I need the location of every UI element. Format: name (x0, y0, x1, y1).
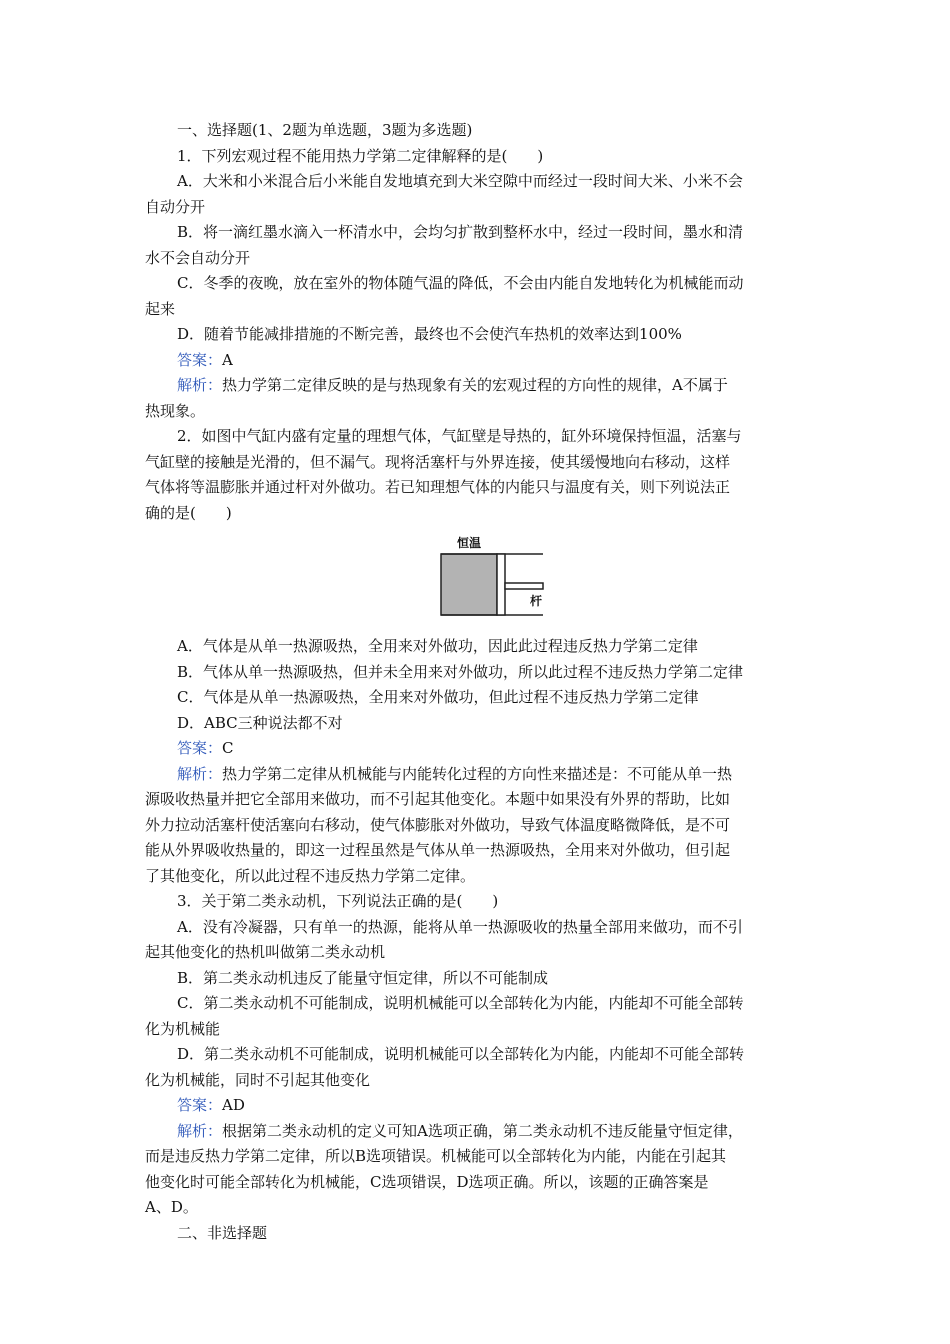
document-page (145, 118, 815, 1246)
q2-option-b: B．气体从单一热源吸热，但并未全用来对外做功，所以此过程不违反热力学第二定律 (177, 662, 744, 681)
q2-explanation: 解析：热力学第二定律从机械能与内能转化过程的方向性来描述是：不可能从单一热 (177, 764, 733, 783)
answer-label: 答案： (177, 1096, 223, 1114)
q1-explanation: 解析：热力学第二定律反映的是与热现象有关的宏观过程的方向性的规律，A不属于 (177, 376, 728, 394)
cylinder-gas (441, 554, 497, 615)
q3-option-c: C．第二类永动机不可能制成，说明机械能可以全部转化为内能，内能却不可能全部转 (177, 994, 744, 1012)
q3-answer (145, 1093, 815, 1119)
section-heading-choice: 一、选择题(1、2题为单选题，3题为多选题) (177, 121, 473, 139)
q1-option-c: C．冬季的夜晚，放在室外的物体随气温的降低，不会由内能自发地转化为机械能而动 (177, 274, 744, 292)
q3-option-c-cont: 化为机械能 (145, 1019, 221, 1038)
figure-label-constant-temp: 恒温 (457, 536, 482, 550)
figure-label-rod: 杆 (530, 594, 543, 608)
q1-option-a-cont: 自动分开 (145, 197, 206, 216)
q3-explanation-cont-3: A、D。 (145, 1198, 198, 1216)
q1-answer (145, 348, 815, 374)
answer-value: AD (222, 1096, 245, 1114)
q3-option-a-cont: 起其他变化的热机叫做第二类永动机 (145, 943, 386, 961)
piston (497, 554, 505, 615)
answer-label: 答案： (177, 739, 223, 757)
q3-option-a: A．没有冷凝器，只有单一的热源，能将从单一热源吸收的热量全部用来做功，而不引 (177, 917, 743, 936)
explanation-label: 解析： (177, 764, 223, 783)
q3-explanation-cont-1: 而是违反热力学第二定律，所以B选项错误。机械能可以全部转化为内能，内能在引起其 (145, 1147, 727, 1165)
q1-stem: 1．下列宏观过程不能用热力学第二定律解释的是( ) (177, 146, 544, 165)
cylinder-diagram (435, 528, 555, 628)
q2-option-c: C．气体是从单一热源吸热，全用来对外做功，但此过程不违反热力学第二定律 (177, 688, 699, 706)
q1-option-c-cont: 起来 (145, 299, 176, 318)
q3-option-b: B．第二类永动机违反了能量守恒定律，所以不可能制成 (177, 968, 549, 987)
section-heading-nonchoice: 二、非选择题 (177, 1223, 268, 1242)
q2-stem-cont-3: 确的是( ) (145, 503, 232, 522)
piston-rod (505, 583, 543, 589)
q2-explanation-cont-2: 外力拉动活塞杆使活塞向右移动，使气体膨胀对外做功，导致气体温度略微降低，是不可 (145, 815, 731, 834)
q2-explanation-cont-4: 了其他变化，所以此过程不违反热力学第二定律。 (145, 866, 476, 885)
q2-stem: 2．如图中气缸内盛有定量的理想气体，气缸壁是导热的，缸外环境保持恒温，活塞与 (177, 427, 742, 445)
q2-answer (145, 736, 815, 762)
answer-value: A (222, 350, 233, 369)
q2-option-d: D．ABC三种说法都不对 (177, 713, 343, 732)
q3-stem: 3．关于第二类永动机，下列说法正确的是( ) (177, 892, 499, 910)
answer-value: C (222, 739, 234, 757)
q3-option-d: D．第二类永动机不可能制成，说明机械能可以全部转化为内能，内能却不可能全部转 (177, 1045, 745, 1063)
q2-stem-cont-1: 气缸壁的接触是光滑的，但不漏气。现将活塞杆与外界连接，使其缓慢地向右移动，这样 (145, 452, 731, 471)
q2-explanation-cont-3: 能从外界吸收热量的，即这一过程虽然是气体从单一热源吸热，全用来对外做功，但引起 (145, 841, 731, 859)
explanation-label: 解析： (177, 1121, 223, 1140)
q1-option-b-cont: 水不会自动分开 (145, 248, 251, 267)
q1-explanation-cont: 热现象。 (145, 401, 206, 420)
q1-option-b: B．将一滴红墨水滴入一杯清水中，会均匀扩散到整杯水中，经过一段时间，墨水和清 (177, 223, 744, 241)
q2-explanation-cont-1: 源吸收热量并把它全部用来做功，而不引起其他变化。本题中如果没有外界的帮助，比如 (145, 790, 731, 808)
q3-option-d-cont: 化为机械能，同时不引起其他变化 (145, 1070, 371, 1089)
cylinder-figure (145, 528, 815, 628)
q3-explanation-cont-2: 他变化时可能全部转化为机械能，C选项错误，D选项正确。所以，该题的正确答案是 (145, 1172, 709, 1191)
q1-option-a: A．大米和小米混合后小米能自发地填充到大米空隙中而经过一段时间大米、小米不会 (177, 172, 743, 190)
q2-option-a: A．气体是从单一热源吸热，全用来对外做功，因此此过程违反热力学第二定律 (177, 637, 698, 655)
q1-option-d: D．随着节能减排措施的不断完善，最终也不会使汽车热机的效率达到100% (177, 325, 682, 343)
explanation-label: 解析： (177, 376, 223, 394)
q3-explanation: 解析：根据第二类永动机的定义可知A选项正确，第二类永动机不违反能量守恒定律， (177, 1121, 743, 1140)
q2-stem-cont-2: 气体将等温膨胀并通过杆对外做功。若已知理想气体的内能只与温度有关，则下列说法正 (145, 478, 731, 496)
answer-label: 答案： (177, 350, 223, 369)
